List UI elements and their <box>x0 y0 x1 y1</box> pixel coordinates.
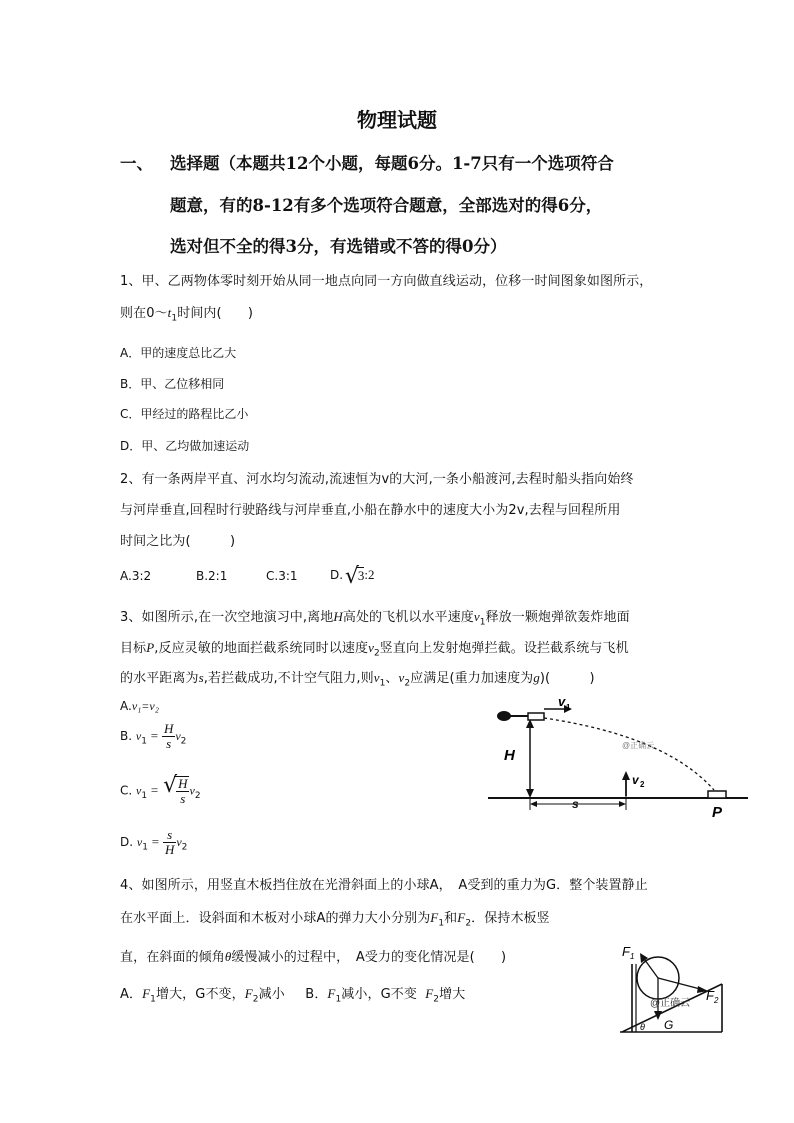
q3-text-h: ,若拦截成功,不计空气阻力,则 <box>203 671 374 686</box>
q4-F2-sub: 2 <box>465 918 472 929</box>
q3-option-b-label: B. <box>120 729 133 743</box>
section-number: 一、 <box>120 154 153 173</box>
f1-label-sub: 1 <box>630 952 635 961</box>
q3-c-fraction <box>176 777 189 806</box>
q3-b-num: H <box>163 721 174 736</box>
q3-d-den: H <box>164 842 175 857</box>
q3-d-rhs: v <box>176 835 182 849</box>
q3-option-b <box>120 722 186 751</box>
q3-text-g: 的水平距离为 <box>120 671 199 686</box>
q4-F1: F <box>430 910 439 925</box>
q1-sub-1: 1 <box>171 313 178 324</box>
q3-text-a: 3、如图所示,在一次空地演习中,离地 <box>120 610 334 625</box>
q3-option-c <box>120 776 201 806</box>
q1-option-c: C．甲经过的路程比乙小 <box>120 407 249 421</box>
q4-F1-sub: 1 <box>438 918 445 929</box>
q3-var-v2b: v <box>398 670 405 685</box>
q3-stem-line1 <box>120 606 630 628</box>
q3-b-rhs: v <box>175 729 181 743</box>
s-arrowhead-left <box>530 801 537 807</box>
section-heading-line2: 题意，有的8-12有多个选项符合题意，全部选对的得6分， <box>170 196 603 215</box>
q3-text-j: )( ) <box>539 671 595 686</box>
q3-d-lhs: v <box>136 835 143 849</box>
q3-d-fraction <box>163 828 176 857</box>
q4-stem-line1: 4、如图所示，用竖直木板挡住放在光滑斜面上的小球A， A受到的重力为G．整个装置静止 <box>120 878 648 893</box>
q4-option-a-text1: 增大，G不变， <box>155 987 245 1002</box>
q4-stem-line2 <box>120 907 550 929</box>
q2-option-b: B.2:1 <box>196 569 228 583</box>
q3-var-g: g <box>533 670 540 685</box>
q1-stem-line2 <box>120 302 253 324</box>
q4-options <box>120 983 465 1005</box>
q3-var-H: H <box>333 609 343 624</box>
q3-sub-1: 1 <box>479 617 486 628</box>
q4-text-and: 和 <box>444 911 458 926</box>
q2-stem-line1: 2、有一条两岸平直、河水均匀流动,流速恒为v的大河,一条小船渡河,去程时船头指向始终 <box>120 472 634 487</box>
q3-text-f: 竖直向上发射炮弹拦截。设拦截系统与飞机 <box>379 641 629 656</box>
q3-c-eq: = <box>150 782 159 798</box>
q4-b-F2-sub: 2 <box>433 994 440 1005</box>
q2-option-c: C.3:1 <box>266 569 298 583</box>
v2-label-sub: 2 <box>640 780 645 789</box>
section-heading-line3: 选对但不全的得3分，有选错或不答的得0分） <box>170 237 507 256</box>
s-label: s <box>572 797 579 811</box>
q3-b-rhs-sub: 2 <box>180 736 187 747</box>
q4-text-d: 直，在斜面的倾角 <box>120 950 225 965</box>
q3-c-rhs-sub: 2 <box>194 790 201 801</box>
q3-c-rhs: v <box>189 783 195 798</box>
q3-text-b: 高处的飞机以水平速度 <box>342 610 474 625</box>
q3-text-d: 目标 <box>120 641 147 656</box>
q3-option-a-eq: v₁=v₂ <box>131 699 159 713</box>
target-label: P <box>712 804 723 821</box>
q1-text-post: 时间内( ) <box>177 306 254 321</box>
q4-stem-line3 <box>120 946 506 965</box>
f2-label: F <box>706 988 714 1003</box>
q4-text-a: 在水平面上．设斜面和木板对小球A的弹力大小分别为 <box>120 911 431 926</box>
q4-a-F1: F <box>142 986 151 1001</box>
q3-stem-line2 <box>120 637 629 659</box>
q4-option-a-label: A． <box>120 987 143 1002</box>
q1-var-t: t <box>167 305 172 320</box>
q3-sub-2b: 2 <box>404 678 411 689</box>
q3-text-i: 应满足(重力加速度为 <box>410 671 534 686</box>
v2-label: v <box>632 773 639 787</box>
q3-option-d <box>120 828 187 857</box>
q3-var-v1: v <box>473 609 480 624</box>
q3-var-v2: v <box>368 640 374 655</box>
q4-option-a-text2: 减小 <box>258 987 285 1002</box>
q4-option-b-label: B． <box>305 987 328 1002</box>
q3-figure <box>486 696 750 822</box>
g-label: G <box>664 1018 674 1032</box>
q2-stem-line2: 与河岸垂直,回程时行驶路线与河岸垂直,小船在静水中的速度大小为2v,去程与回程所用 <box>120 503 621 518</box>
q3-stem-line3 <box>120 667 595 689</box>
q3-var-P: P <box>146 640 155 655</box>
page-title: 物理试题 <box>357 108 437 132</box>
q2-option-a: A.3:2 <box>120 569 152 583</box>
q3-d-rhs-sub: 2 <box>181 842 188 853</box>
q1-text-pre: 则在0～ <box>120 306 168 321</box>
q4-b-F1-sub: 1 <box>335 994 342 1005</box>
q4-theta: θ <box>224 949 232 964</box>
q4-a-F2-sub: 2 <box>252 994 259 1005</box>
q3-text-e: ,反应灵敏的地面拦截系统同时以速度 <box>154 641 369 656</box>
v2-arrowhead <box>622 771 630 780</box>
q3-d-num: s <box>163 828 176 843</box>
q3-c-lhs-sub: 1 <box>141 790 148 801</box>
q1-option-b: B．甲、乙位移相同 <box>120 377 225 391</box>
bomb-icon <box>528 713 544 720</box>
q3-sub-2: 2 <box>373 648 380 659</box>
q4-figure <box>618 938 728 1038</box>
q1-option-a: A．甲的速度总比乙大 <box>120 346 237 360</box>
q3-option-c-label: C. <box>120 783 133 798</box>
q3-c-sqrt <box>174 776 189 806</box>
target-icon <box>708 791 726 798</box>
q3-sep: 、 <box>385 671 399 686</box>
s-arrowhead-right <box>619 801 626 807</box>
q3-option-a-label: A. <box>120 699 132 713</box>
watermark: @正确云 <box>650 998 691 1009</box>
f1-label: F <box>622 944 630 959</box>
q4-option-b-text1: 减小，G不变 <box>341 987 417 1002</box>
q3-c-lhs: v <box>136 783 142 798</box>
q3-c-num: √ H <box>178 776 188 791</box>
q3-b-eq: = <box>150 728 159 743</box>
v1-label: v <box>558 696 566 709</box>
q3-text-c: 释放一颗炮弹欲轰炸地面 <box>485 610 630 625</box>
q4-option-b-text2: 增大 <box>439 987 466 1002</box>
watermark: @正确云 <box>622 741 655 750</box>
q1-stem-line1: 1、甲、乙两物体零时刻开始从同一地点向同一方向做直线运动，位移一时间图象如图所示， <box>120 274 653 289</box>
q4-text-e: 缓慢减小的过程中， A受力的变化情况是( ) <box>231 950 507 965</box>
f2-label-sub: 2 <box>714 996 719 1005</box>
q3-option-d-label: D. <box>120 835 134 849</box>
height-label: H <box>504 747 515 764</box>
q2-option-d <box>330 567 375 584</box>
q4-b-F2: F <box>425 986 434 1001</box>
v1-label-sub: 1 <box>566 703 571 712</box>
q3-d-lhs-sub: 1 <box>142 842 148 853</box>
q3-d-eq: = <box>151 834 160 849</box>
q2-option-d-sqrt: √ 3 <box>356 567 365 584</box>
q2-stem-line3: 时间之比为( ) <box>120 534 236 549</box>
q3-b-lhs: v <box>135 729 142 743</box>
section-heading-line1: 选择题（本题共12个小题，每题6分。1-7只有一个选项符合 <box>170 154 614 173</box>
q4-a-F2: F <box>244 986 253 1001</box>
q3-b-den: s <box>166 736 172 751</box>
q3-c-den: s <box>180 791 186 806</box>
q3-b-fraction <box>162 722 175 751</box>
q2-option-d-rest: :2 <box>364 567 375 582</box>
q3-sub-1b: 1 <box>379 678 386 689</box>
q1-option-d: D．甲、乙均做加速运动 <box>120 439 250 453</box>
q3-var-v1b: v <box>373 670 380 685</box>
q4-text-c: ．保持木板竖 <box>471 911 550 926</box>
q3-option-a <box>120 699 159 714</box>
q2-option-d-label: D. <box>330 568 344 582</box>
q3-b-lhs-sub: 1 <box>141 736 147 747</box>
q3-var-s: s <box>198 670 204 685</box>
q4-b-F1: F <box>327 986 336 1001</box>
q4-a-F1-sub: 1 <box>150 994 156 1005</box>
theta-label: θ <box>640 1022 645 1032</box>
q4-F2: F <box>457 910 466 925</box>
